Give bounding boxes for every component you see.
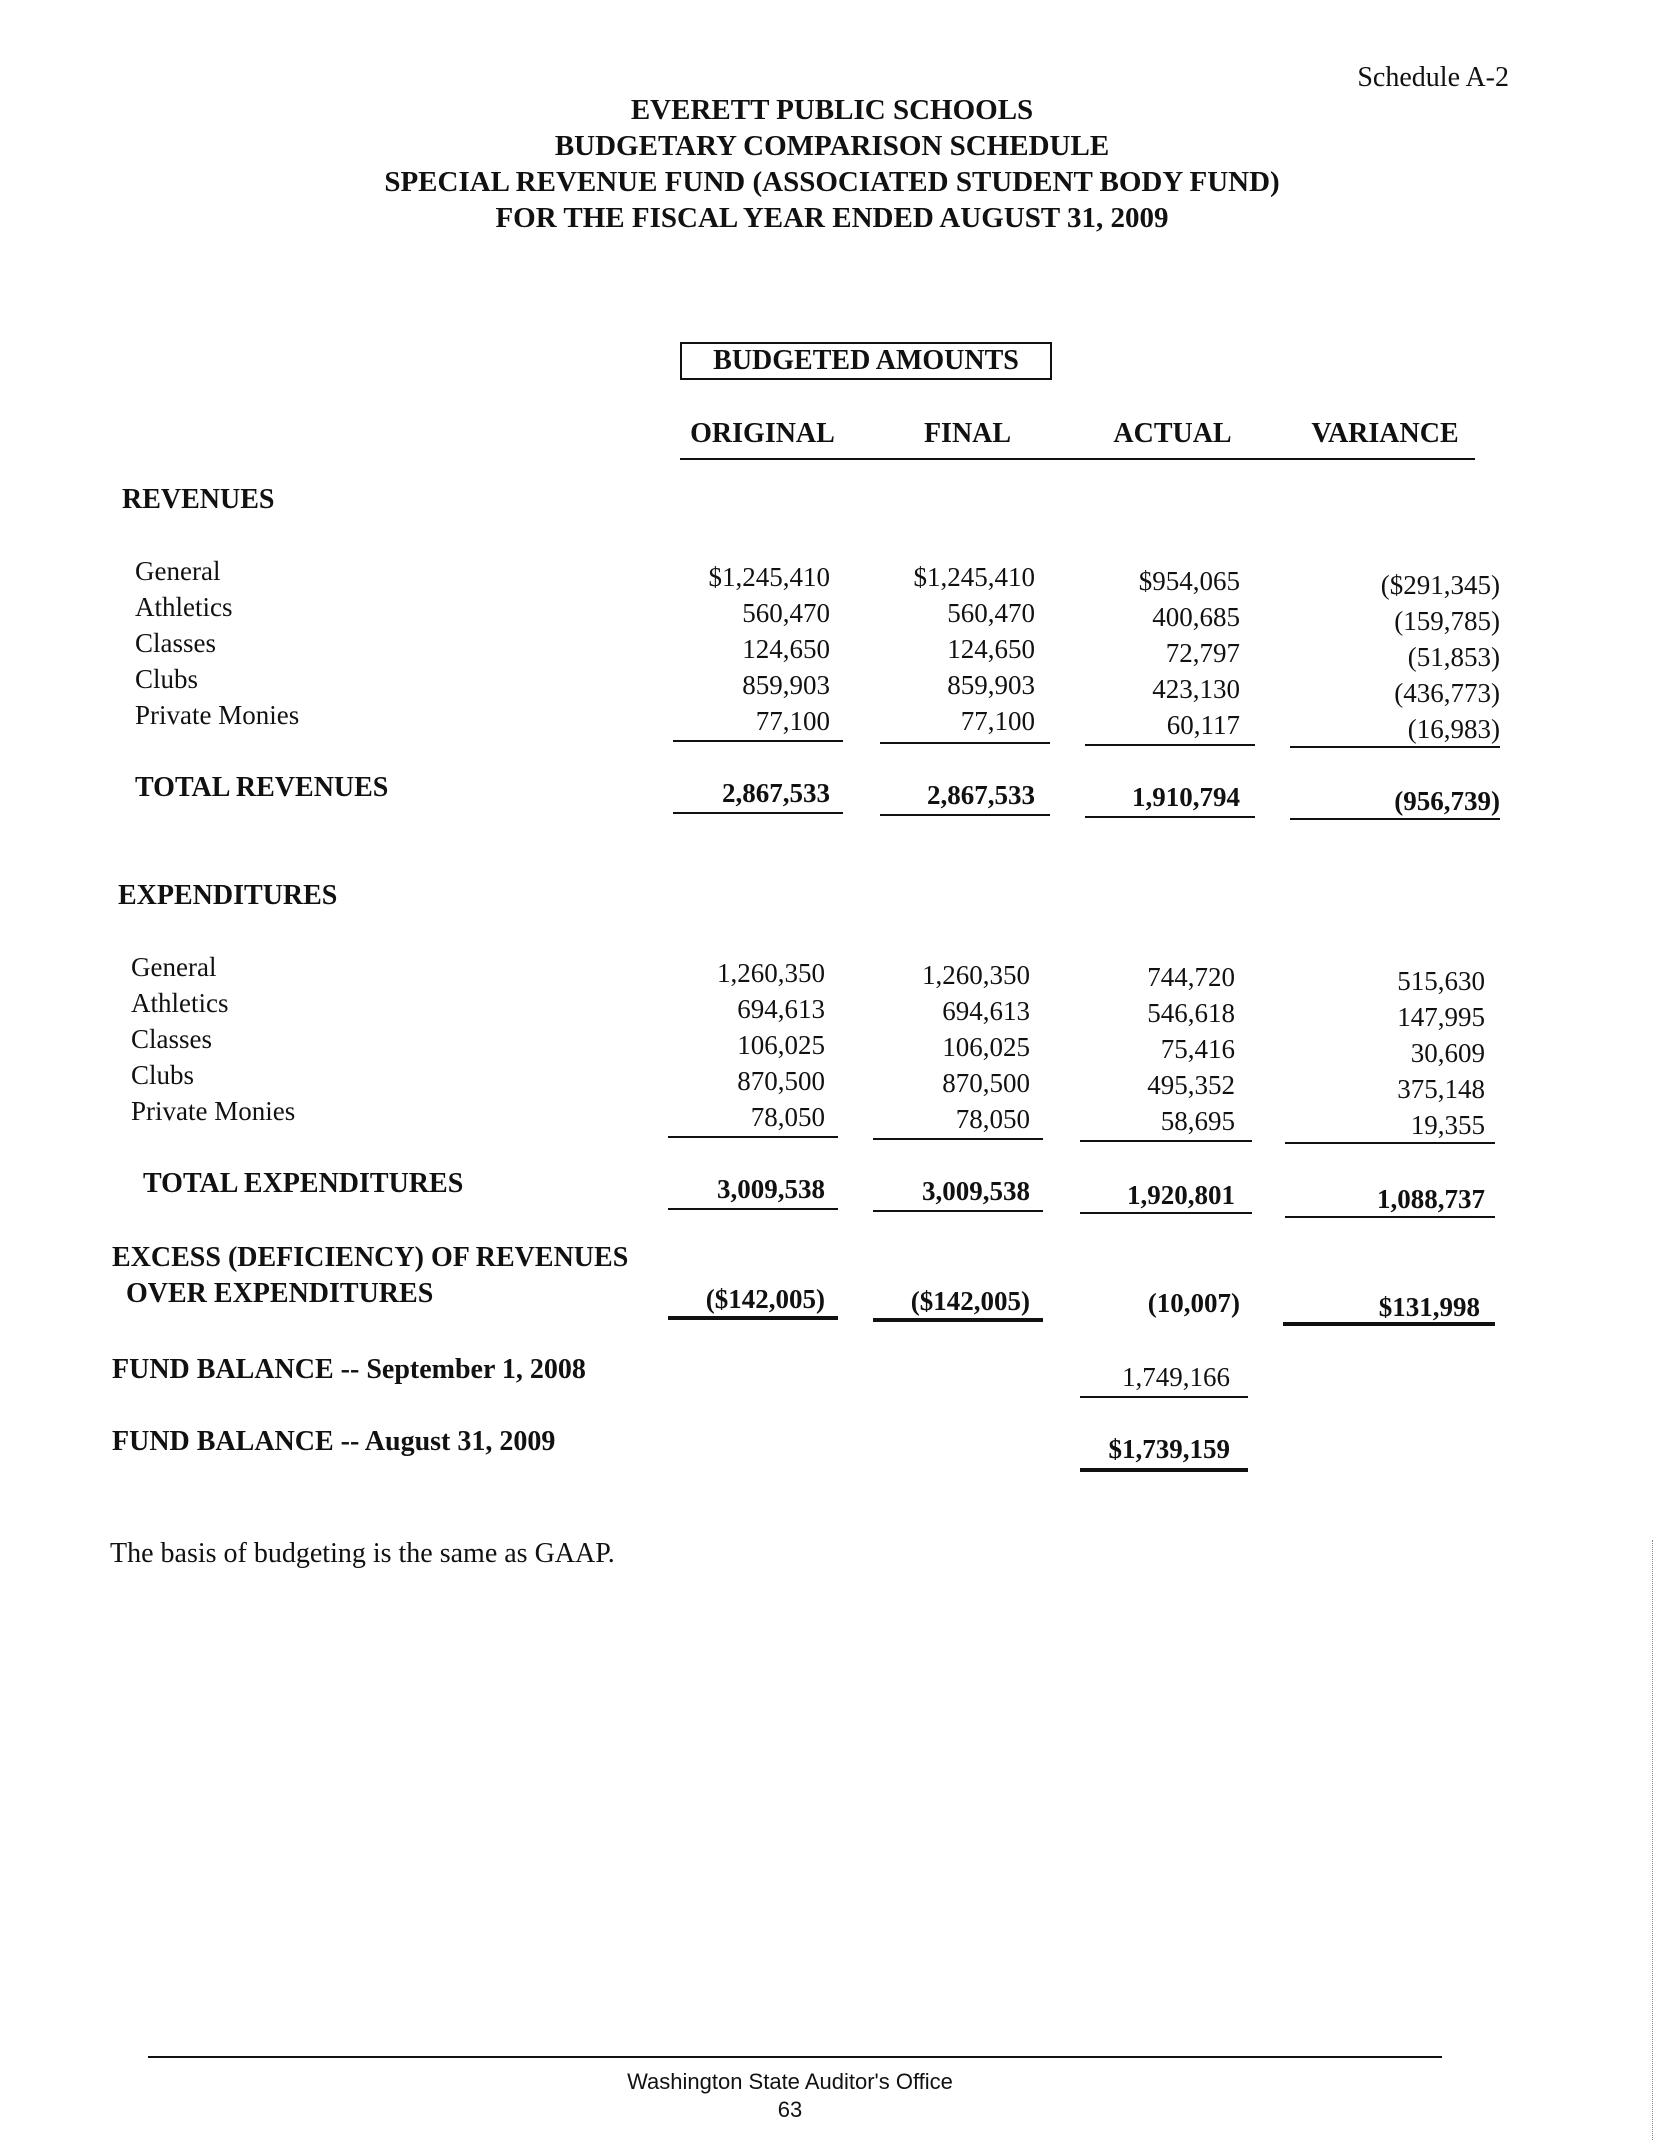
expenditure-actual-private-monies: 58,695 [1160,1106,1235,1136]
revenue-original-clubs: 859,903 [742,670,830,700]
revenue-original-general: $1,245,410 [708,562,830,592]
total-revenues-actual-rule [1085,816,1255,818]
document-title [0,92,1664,236]
expenditure-final-classes: 106,025 [942,1032,1030,1062]
scan-edge-artifact [1652,1540,1653,2140]
title-line-period: FOR THE FISCAL YEAR ENDED AUGUST 31, 2009 [495,202,1169,234]
expenditure-label-athletics: Athletics [131,988,229,1018]
budget-basis-note: The basis of budgeting is the same as GAAP. [110,1538,615,1569]
total-revenues-original: 2,867,533 [722,778,830,808]
expenditure-original-athletics: 694,613 [737,994,825,1024]
excess-final: ($142,005) [910,1286,1030,1316]
total-expenditures-actual: 1,920,801 [1127,1180,1235,1210]
revenue-actual-classes: 72,797 [1165,638,1240,668]
expenditure-actual-clubs: 495,352 [1147,1070,1235,1100]
expenditure-variance-private-monies: 19,355 [1410,1110,1485,1140]
column-header-actual: ACTUAL [1113,418,1232,449]
total-revenues-actual: 1,910,794 [1132,782,1240,812]
revenue-final-general: $1,245,410 [913,562,1035,592]
expenditure-original-classes: 106,025 [737,1030,825,1060]
expenditures-heading: EXPENDITURES [118,880,338,911]
revenue-original-athletics: 560,470 [742,598,830,628]
revenue-label-general: General [135,556,221,586]
excess-actual: (10,007) [1147,1288,1240,1318]
revenue-variance-subtotal-rule [1290,746,1500,748]
expenditure-variance-general: 515,630 [1397,966,1485,996]
expenditure-actual-classes: 75,416 [1160,1034,1235,1064]
page-footer [0,2068,1580,2124]
budgeted-amounts-header: BUDGETED AMOUNTS [680,342,1052,380]
revenue-actual-clubs: 423,130 [1152,674,1240,704]
title-line-schedule: BUDGETARY COMPARISON SCHEDULE [554,130,1110,162]
total-expenditures-original-rule [668,1208,838,1210]
expenditure-variance-athletics: 147,995 [1397,1002,1485,1032]
revenue-final-classes: 124,650 [947,634,1035,664]
revenue-original-private-monies: 77,100 [755,706,830,736]
fund-balance-end-actual: $1,739,159 [1108,1434,1230,1464]
expenditure-actual-athletics: 546,618 [1147,998,1235,1028]
excess-variance-double-rule [1283,1322,1495,1326]
total-revenues-variance-rule [1290,818,1500,820]
column-header-final: FINAL [923,418,1012,449]
expenditure-variance-subtotal-rule [1285,1142,1495,1144]
column-header-original: ORIGINAL [690,418,835,449]
total-revenues-final-rule [880,814,1050,816]
expenditure-original-subtotal-rule [668,1136,838,1138]
excess-final-double-rule [873,1318,1043,1322]
total-expenditures-variance-rule [1285,1216,1495,1218]
total-expenditures-final: 3,009,538 [922,1176,1030,1206]
total-revenues-label: TOTAL REVENUES [135,772,389,803]
revenue-variance-private-monies: (16,983) [1407,714,1500,744]
column-header-variance: VARIANCE [1311,418,1459,449]
revenue-label-private-monies: Private Monies [135,700,300,730]
column-header-rule [680,458,1475,460]
footer-rule [148,2056,1442,2058]
fund-balance-end-double-rule [1080,1468,1248,1472]
expenditure-final-general: 1,260,350 [922,960,1030,990]
expenditure-final-athletics: 694,613 [942,996,1030,1026]
revenue-actual-private-monies: 60,117 [1166,710,1240,740]
total-expenditures-actual-rule [1080,1212,1252,1214]
revenue-actual-athletics: 400,685 [1152,602,1240,632]
excess-original-double-rule [668,1316,838,1320]
expenditure-variance-clubs: 375,148 [1397,1074,1485,1104]
expenditure-final-clubs: 870,500 [942,1068,1030,1098]
revenue-final-private-monies: 77,100 [960,706,1035,736]
excess-label-line1: EXCESS (DEFICIENCY) OF REVENUES [112,1242,629,1273]
excess-variance: $131,998 [1378,1292,1480,1322]
revenue-actual-general: $954,065 [1138,566,1240,596]
excess-original: ($142,005) [705,1284,825,1314]
expenditure-variance-classes: 30,609 [1410,1038,1485,1068]
revenue-original-classes: 124,650 [742,634,830,664]
total-expenditures-variance: 1,088,737 [1377,1184,1485,1214]
fund-balance-end-label: FUND BALANCE -- August 31, 2009 [112,1426,556,1457]
revenue-variance-classes: (51,853) [1407,642,1500,672]
expenditure-label-classes: Classes [131,1024,212,1054]
title-line-entity: EVERETT PUBLIC SCHOOLS [630,94,1034,126]
expenditure-actual-subtotal-rule [1080,1140,1252,1142]
expenditure-final-subtotal-rule [873,1138,1043,1140]
revenue-final-clubs: 859,903 [947,670,1035,700]
total-expenditures-final-rule [873,1210,1043,1212]
footer-office: Washington State Auditor's Office [627,2069,953,2094]
expenditure-label-clubs: Clubs [131,1060,195,1090]
fund-balance-begin-label: FUND BALANCE -- September 1, 2008 [112,1354,586,1385]
revenue-variance-general: ($291,345) [1380,570,1500,600]
footer-page-number: 63 [777,2097,803,2122]
revenues-heading: REVENUES [122,484,275,515]
revenue-variance-clubs: (436,773) [1394,678,1500,708]
revenue-variance-athletics: (159,785) [1394,606,1500,636]
expenditure-original-general: 1,260,350 [717,958,825,988]
revenue-original-subtotal-rule [673,740,843,742]
expenditure-label-general: General [131,952,217,982]
revenue-final-subtotal-rule [880,742,1050,744]
total-revenues-variance: (956,739) [1394,786,1500,816]
total-revenues-final: 2,867,533 [927,780,1035,810]
expenditure-label-private-monies: Private Monies [131,1096,296,1126]
revenue-final-athletics: 560,470 [947,598,1035,628]
revenue-label-clubs: Clubs [135,664,199,694]
total-revenues-original-rule [673,812,843,814]
expenditure-original-clubs: 870,500 [737,1066,825,1096]
title-line-fund: SPECIAL REVENUE FUND (ASSOCIATED STUDENT BODY FUND) [384,166,1280,198]
fund-balance-begin-actual: 1,749,166 [1122,1362,1230,1392]
fund-balance-begin-rule [1080,1396,1248,1398]
total-expenditures-original: 3,009,538 [717,1174,825,1204]
expenditure-original-private-monies: 78,050 [750,1102,825,1132]
revenue-label-athletics: Athletics [135,592,233,622]
revenue-label-classes: Classes [135,628,216,658]
schedule-label: Schedule A-2 [1357,62,1509,93]
revenue-actual-subtotal-rule [1085,744,1255,746]
total-expenditures-label: TOTAL EXPENDITURES [143,1168,464,1199]
expenditure-actual-general: 744,720 [1147,962,1235,992]
expenditure-final-private-monies: 78,050 [955,1104,1030,1134]
excess-label-line2: OVER EXPENDITURES [126,1278,434,1309]
